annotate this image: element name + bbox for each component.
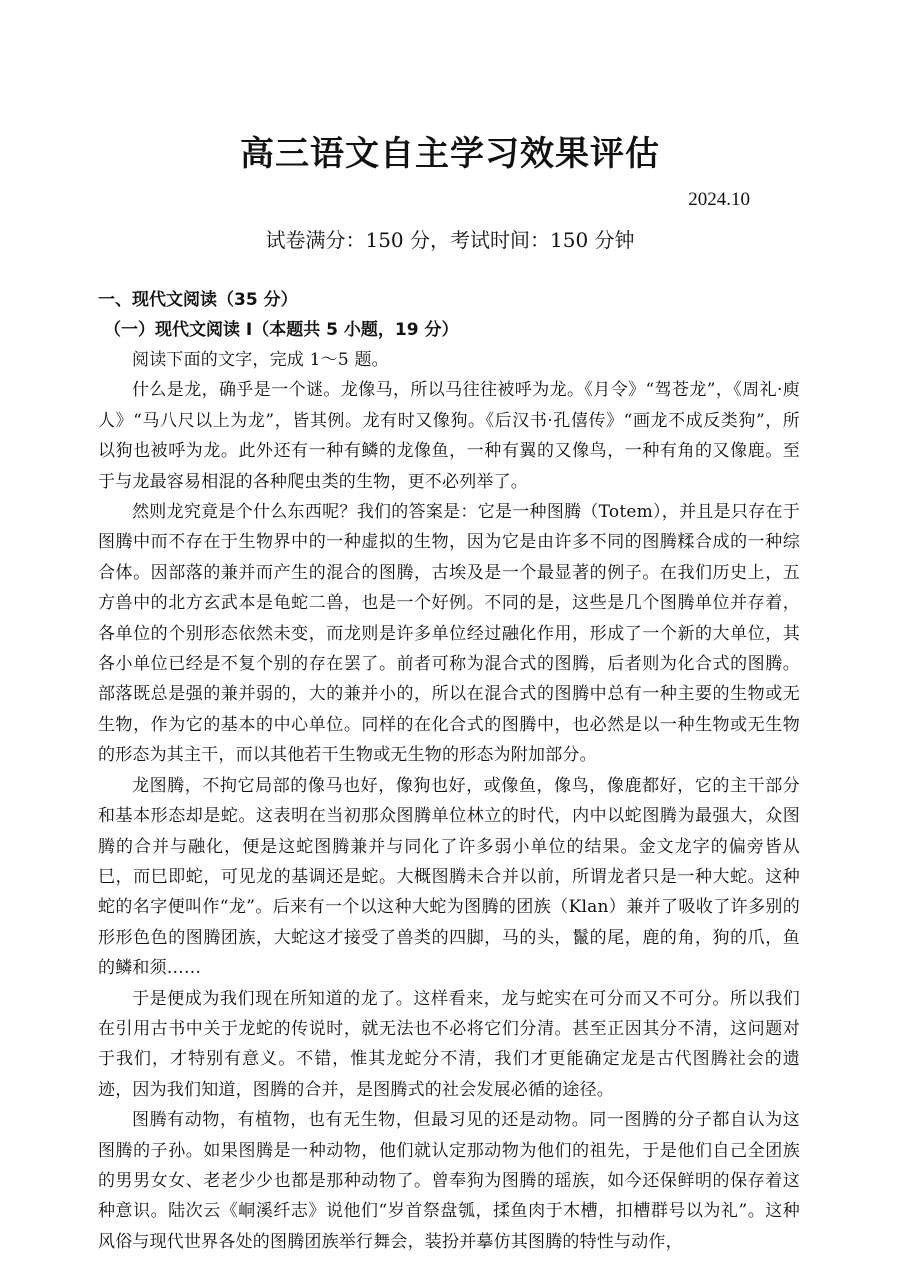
subsection-heading: （一）现代文阅读 I（本题共 5 小题，19 分） <box>104 320 459 340</box>
passage-paragraph-1: 什么是龙，确乎是一个谜。龙像马，所以马往往被呼为龙。《月令》“驾苍龙”，《周礼·庾人》“马八尺以上为龙”，皆其例。龙有时又像狗。《后汉书·孔僖传》“画龙不成反类狗”，所以狗也被呼为龙。此外还有一种有鳞的龙像鱼，一种有翼的又像鸟，一种有角的又像鹿。至于与龙最容易相混的各种爬虫类的生物，更不必列举了。 <box>98 380 801 492</box>
page-title: 高三语文自主学习效果评估 <box>240 134 660 174</box>
passage-paragraph-2: 然则龙究竟是个什么东西呢？我们的答案是：它是一种图腾（Totem），并且是只存在于图腾中而不存在于生物界中的一种虚拟的生物，因为它是由许多不同的图腾糅合成的一种综合体。因部落的兼并而产生的混合的图腾，古埃及是一个最显著的例子。在我们历史上，五方兽中的北方玄武本是龟蛇二兽，也是一个好例。不同的是，这些是几个图腾单位并存着，各单位的个别形态依然未变，而龙则是许多单位经过融化作用，形成了一个新的大单位，其各小单位已经是不复个别的存在罢了。前者可称为混合式的图腾，后者则为化合式的图腾。部落既总是强的兼并弱的，大的兼并小的，所以在混合式的图腾中总有一种主要的生物或无生物，作为它的基本的中心单位。同样的在化合式的图腾中，也必然是以一种生物或无生物的形态为其主干，而以其他若干生物或无生物的形态为附加部分。 <box>98 502 800 766</box>
reading-section <box>98 285 800 1257</box>
passage-paragraph-3: 龙图腾，不拘它局部的像马也好，像狗也好，或像鱼，像鸟，像鹿都好，它的主干部分和基本形态却是蛇。这表明在当初那众图腾单位林立的时代，内中以蛇图腾为最强大，众图腾的合并与融化，便是这蛇图腾兼并与同化了许多弱小单位的结果。金文龙字的偏旁皆从巳，而巳即蛇，可见龙的基调还是蛇。大概图腾未合并以前，所谓龙者只是一种大蛇。这种蛇的名字便叫作“龙”。后来有一个以这种大蛇为图腾的团族（Klan）兼并了吸收了许多别的形形色色的图腾团族，大蛇这才接受了兽类的四脚，马的头，鬣的尾，鹿的角，狗的爪，鱼的鳞和须…… <box>98 775 800 979</box>
passage-paragraph-5: 图腾有动物，有植物，也有无生物，但最习见的还是动物。同一图腾的分子都自认为这图腾的子孙。如果图腾是一种动物，他们就认定那动物为他们的祖先，于是他们自己全团族的男男女女、老老少少也都是那种动物了。曾奉狗为图腾的瑶族，如今还保鲜明的保存着这种意识。陆次云《峒溪纤志》说他们“岁首祭盘瓠，揉鱼肉于木槽，扣槽群号以为礼”。这种风俗与现代世界各处的图腾团族举行舞会，装扮并摹仿其图腾的特性与动作， <box>98 1110 800 1252</box>
instruction-text: 阅读下面的文字，完成 1～5 题。 <box>132 350 389 370</box>
exam-info: 试卷满分：150 分，考试时间：150 分钟 <box>265 228 635 252</box>
section-heading: 一、现代文阅读（35 分） <box>98 290 298 310</box>
passage-paragraph-4: 于是便成为我们现在所知道的龙了。这样看来，龙与蛇实在可分而又不可分。所以我们在引用古书中关于龙蛇的传说时，就无法也不必将它们分清。甚至正因其分不清，这问题对于我们，才特别有意义。不错，惟其龙蛇分不清，我们才更能确定龙是古代图腾社会的遗迹，因为我们知道，图腾的合并，是图腾式的社会发展必循的途径。 <box>98 988 800 1100</box>
exam-date: 2024.10 <box>688 189 750 210</box>
